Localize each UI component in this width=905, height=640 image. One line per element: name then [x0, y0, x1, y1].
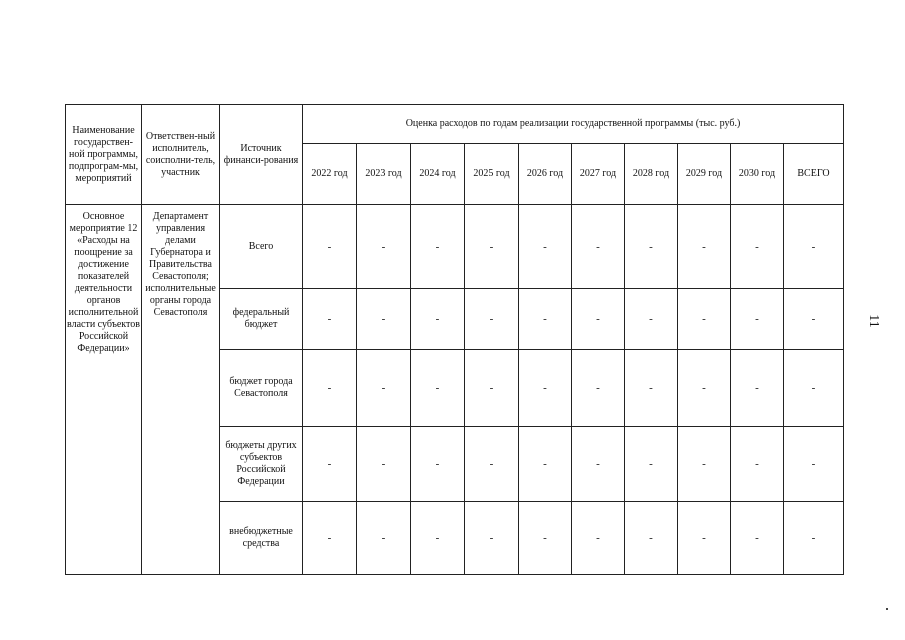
value-cell: - — [411, 350, 465, 427]
value-cell: - — [625, 502, 678, 575]
value-cell: - — [519, 350, 572, 427]
event-executor: Департамент управления делами Губернатора и Правительства Севастополя; исполнительные органы города Севастополя — [142, 205, 220, 575]
header-executor: Ответствен-ный исполнитель, соисполни-тель, участник — [142, 105, 220, 205]
value-cell: - — [519, 427, 572, 502]
header-year: 2022 год — [303, 144, 357, 205]
value-cell: - — [411, 427, 465, 502]
value-cell: - — [678, 350, 731, 427]
value-cell: - — [303, 427, 357, 502]
value-cell: - — [625, 427, 678, 502]
value-cell: - — [357, 350, 411, 427]
value-cell: - — [519, 502, 572, 575]
value-cell: - — [411, 289, 465, 350]
value-cell: - — [625, 350, 678, 427]
value-cell: - — [519, 205, 572, 289]
source-cell: Всего — [220, 205, 303, 289]
value-cell: - — [731, 350, 784, 427]
value-cell: - — [625, 205, 678, 289]
value-cell: - — [465, 350, 519, 427]
value-cell: - — [465, 205, 519, 289]
value-cell: - — [357, 427, 411, 502]
value-cell: - — [303, 350, 357, 427]
source-cell: бюджеты других субъектов Российской Федерации — [220, 427, 303, 502]
source-cell: бюджет города Севастополя — [220, 350, 303, 427]
table-row — [66, 205, 844, 289]
value-cell: - — [572, 350, 625, 427]
value-cell: - — [784, 289, 844, 350]
header-year: 2027 год — [572, 144, 625, 205]
value-cell: - — [303, 502, 357, 575]
source-cell: федеральный бюджет — [220, 289, 303, 350]
header-estimate-title: Оценка расходов по годам реализации государственной программы (тыс. руб.) — [303, 105, 844, 144]
budget-table — [65, 104, 844, 575]
header-year: 2023 год — [357, 144, 411, 205]
value-cell: - — [465, 502, 519, 575]
value-cell: - — [784, 350, 844, 427]
scan-speck — [886, 608, 888, 610]
value-cell: - — [678, 427, 731, 502]
value-cell: - — [357, 289, 411, 350]
header-year: 2026 год — [519, 144, 572, 205]
value-cell: - — [572, 289, 625, 350]
value-cell: - — [784, 427, 844, 502]
value-cell: - — [678, 502, 731, 575]
value-cell: - — [572, 205, 625, 289]
event-name: Основное мероприятие 12 «Расходы на поощрение за достижение показателей деятельности органов исполнительной власти субъектов Российской Федерации» — [66, 205, 142, 575]
value-cell: - — [411, 205, 465, 289]
value-cell: - — [731, 289, 784, 350]
source-cell: внебюджетные средства — [220, 502, 303, 575]
value-cell: - — [625, 289, 678, 350]
value-cell: - — [678, 205, 731, 289]
header-year: 2030 год — [731, 144, 784, 205]
value-cell: - — [519, 289, 572, 350]
value-cell: - — [572, 427, 625, 502]
header-year: 2028 год — [625, 144, 678, 205]
value-cell: - — [303, 289, 357, 350]
value-cell: - — [465, 289, 519, 350]
value-cell: - — [731, 205, 784, 289]
value-cell: - — [784, 205, 844, 289]
page-number: 11 — [866, 314, 881, 328]
header-total: ВСЕГО — [784, 144, 844, 205]
header-year: 2024 год — [411, 144, 465, 205]
header-year: 2025 год — [465, 144, 519, 205]
value-cell: - — [678, 289, 731, 350]
header-source: Источник финанси-рования — [220, 105, 303, 205]
value-cell: - — [731, 427, 784, 502]
header-program-name: Наименование государствен-ной программы, подпрограм-мы, мероприятий — [66, 105, 142, 205]
value-cell: - — [411, 502, 465, 575]
header-year: 2029 год — [678, 144, 731, 205]
value-cell: - — [465, 427, 519, 502]
value-cell: - — [303, 205, 357, 289]
value-cell: - — [572, 502, 625, 575]
value-cell: - — [357, 502, 411, 575]
value-cell: - — [731, 502, 784, 575]
value-cell: - — [357, 205, 411, 289]
value-cell: - — [784, 502, 844, 575]
